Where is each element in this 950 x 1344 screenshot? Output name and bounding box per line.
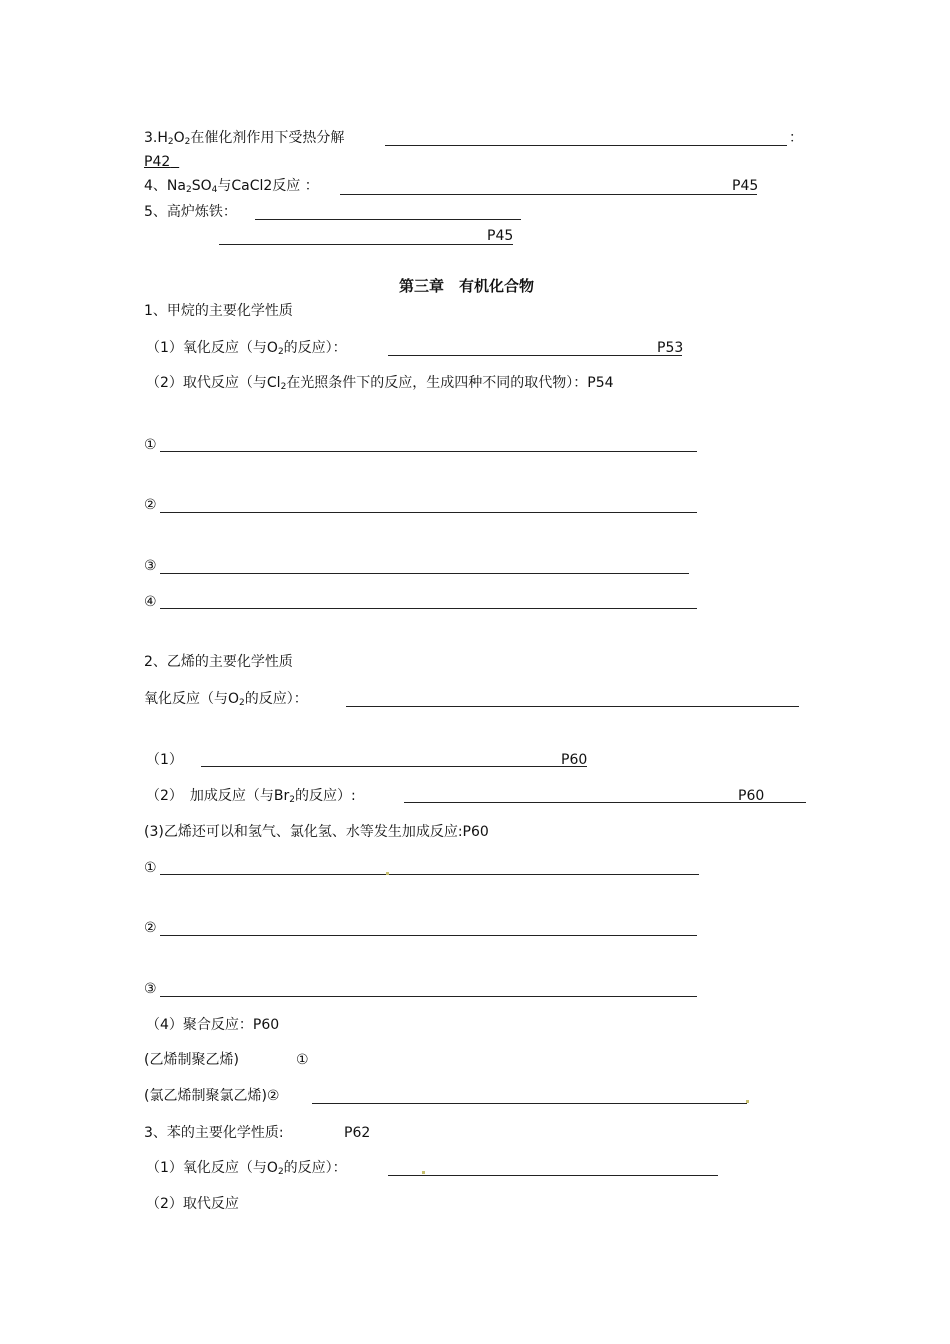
ethylene-item1-label: （1） <box>146 752 183 768</box>
q5-answer-line-1[interactable] <box>255 219 521 220</box>
ethylene-oxidation-label: 氧化反应（与$O_2$的反应）： <box>144 691 308 708</box>
q5-page-ref: P45 <box>487 228 514 244</box>
methane-oxidation-line[interactable] <box>388 355 682 356</box>
ethylene-oxidation-line[interactable] <box>346 706 799 707</box>
ethylene-line-1[interactable] <box>160 874 699 875</box>
methane-marker-1: ① <box>144 437 157 453</box>
q3-page-ref: P42 <box>144 154 171 170</box>
q5-text: 5、高炉炼铁： <box>144 204 237 220</box>
scan-speck <box>422 1171 425 1174</box>
ethylene-line-3[interactable] <box>160 996 697 997</box>
scan-speck <box>386 872 389 875</box>
q3-colon: ： <box>789 130 803 146</box>
methane-line-1[interactable] <box>160 451 697 452</box>
q4-answer-line[interactable] <box>340 194 757 195</box>
q4-text: 4、$Na_2SO_4$与CaCl2反应 ： <box>144 178 319 195</box>
methane-marker-4: ④ <box>144 594 157 610</box>
methane-marker-3: ③ <box>144 558 157 574</box>
q5-answer-line-2[interactable] <box>219 244 513 245</box>
methane-oxidation-page: P53 <box>657 340 684 356</box>
ethylene-item2-page: P60 <box>738 788 765 804</box>
scan-speck <box>746 1100 749 1103</box>
ethylene-item1-line[interactable] <box>201 766 587 767</box>
ethylene-item3-text: (3)乙烯还可以和氢气、氯化氢、水等发生加成反应:P60 <box>144 824 489 840</box>
q3-text: $3.H_2O_2$在催化剂作用下受热分解 <box>144 130 345 147</box>
poly2-label: (氯乙烯制聚氯乙烯)② <box>144 1088 280 1104</box>
poly1-label: (乙烯制聚乙烯) <box>144 1052 239 1068</box>
benzene-heading: 3、苯的主要化学性质: <box>144 1125 284 1141</box>
methane-line-3[interactable] <box>160 573 689 574</box>
methane-line-4[interactable] <box>160 608 697 609</box>
poly1-marker: ① <box>296 1052 309 1068</box>
benzene-oxidation-line[interactable] <box>388 1175 718 1176</box>
ethylene-line-2[interactable] <box>160 935 697 936</box>
methane-oxidation-label: （1）氧化反应（与$O_2$的反应）： <box>146 340 347 357</box>
methane-line-2[interactable] <box>160 512 697 513</box>
benzene-heading-page: P62 <box>344 1125 371 1141</box>
ethylene-heading: 2、乙烯的主要化学性质 <box>144 654 293 670</box>
ethylene-item4-text: （4）聚合反应：P60 <box>146 1017 280 1033</box>
benzene-oxidation-label: （1）氧化反应（与$O_2$的反应）： <box>146 1160 347 1177</box>
chapter-title: 第三章 有机化合物 <box>399 277 535 295</box>
methane-substitution-label: （2）取代反应（与$Cl_2$在光照条件下的反应，生成四种不同的取代物）：P54 <box>146 375 614 392</box>
ethylene-marker-3: ③ <box>144 981 157 997</box>
ethylene-marker-2: ② <box>144 920 157 936</box>
q4-page-ref: P45 <box>732 178 759 194</box>
poly2-line[interactable] <box>312 1103 747 1104</box>
benzene-substitution-label: （2）取代反应 <box>146 1196 239 1212</box>
ethylene-marker-1: ① <box>144 860 157 876</box>
q3-answer-line[interactable] <box>385 145 787 146</box>
methane-heading: 1、甲烷的主要化学性质 <box>144 303 293 319</box>
ethylene-item1-page: P60 <box>561 752 588 768</box>
methane-marker-2: ② <box>144 497 157 513</box>
ethylene-item2-label: （2） 加成反应（与$Br_2$的反应）: <box>146 788 356 805</box>
